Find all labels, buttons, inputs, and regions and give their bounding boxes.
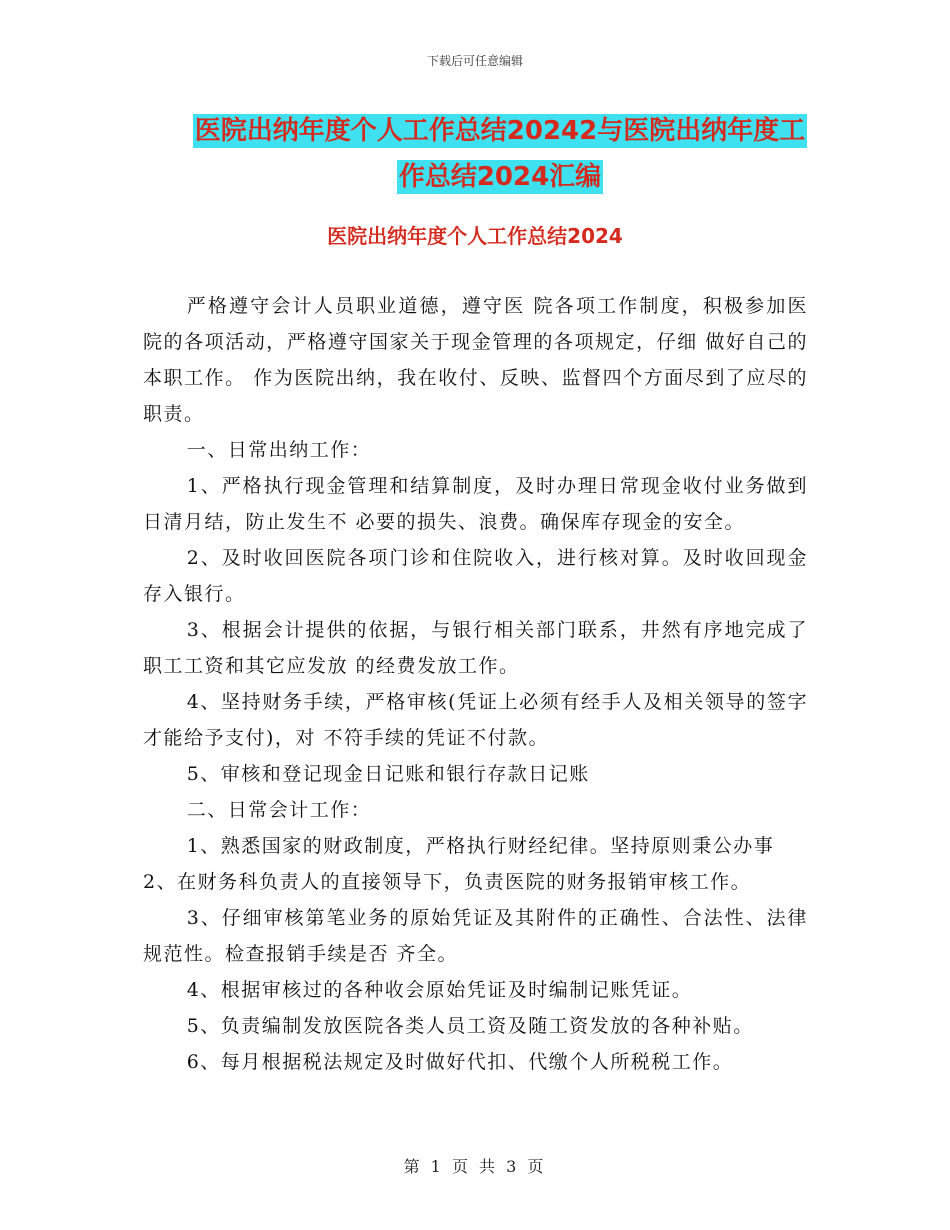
document-body [143, 288, 808, 1080]
title-line-2: 作总结2024汇编 [398, 162, 602, 192]
title-line-1: 医院出纳年度个人工作总结20242与医院出纳年度工 [194, 116, 806, 146]
header-note: 下载后可任意编辑 [426, 54, 523, 68]
paragraph: 5、负责编制发放医院各类人员工资及随工资发放的各种补贴。 [186, 1015, 754, 1037]
paragraph: 5、审核和登记现金日记账和银行存款日记账 [186, 763, 590, 785]
paragraph: 6、每月根据税法规定及时做好代扣、代缴个人所税税工作。 [186, 1051, 734, 1073]
paragraph: 1、熟悉国家的财政制度，严格执行财经纪律。坚持原则秉公办事 [186, 835, 775, 857]
paragraph: 4、根据审核过的各种收会原始凭证及时编制记账凭证。 [186, 979, 693, 1001]
paragraph: 严格遵守会计人员职业道德，遵守医 院各项工作制度，积极参加医院的各项活动，严格遵守国家关于现金管理的各项规定，仔细 做好自己的本职工作。 作为医院出纳，我在收付、反映、监督四个方面尽到了应尽的职责。 [143, 295, 808, 425]
paragraph: 1、严格执行现金管理和结算制度，及时办理日常现金收付业务做到日清月结，防止发生不 必要的损失、浪费。确保库存现金的安全。 [143, 475, 808, 533]
paragraph: 2、在财务科负责人的直接领导下，负责医院的财务报销审核工作。 [143, 871, 752, 893]
document-title [190, 108, 810, 200]
page-number: 第 1 页 共 3 页 [403, 1157, 547, 1176]
paragraph: 2、及时收回医院各项门诊和住院收入，进行核对算。及时收回现金存入银行。 [143, 547, 808, 605]
paragraph: 3、仔细审核第笔业务的原始凭证及其附件的正确性、合法性、法律规范性。检查报销手续是否 齐全。 [143, 907, 808, 965]
paragraph: 一、日常出纳工作： [186, 439, 372, 461]
paragraph: 4、坚持财务手续，严格审核(凭证上必须有经手人及相关领导的签字才能给予支付)，对 不符手续的凭证不付款。 [143, 691, 808, 749]
paragraph: 二、日常会计工作： [186, 799, 372, 821]
paragraph: 3、根据会计提供的依据，与银行相关部门联系，井然有序地完成了职工工资和其它应发放 的经费发放工作。 [143, 619, 808, 677]
section-title: 医院出纳年度个人工作总结2024 [327, 224, 623, 248]
